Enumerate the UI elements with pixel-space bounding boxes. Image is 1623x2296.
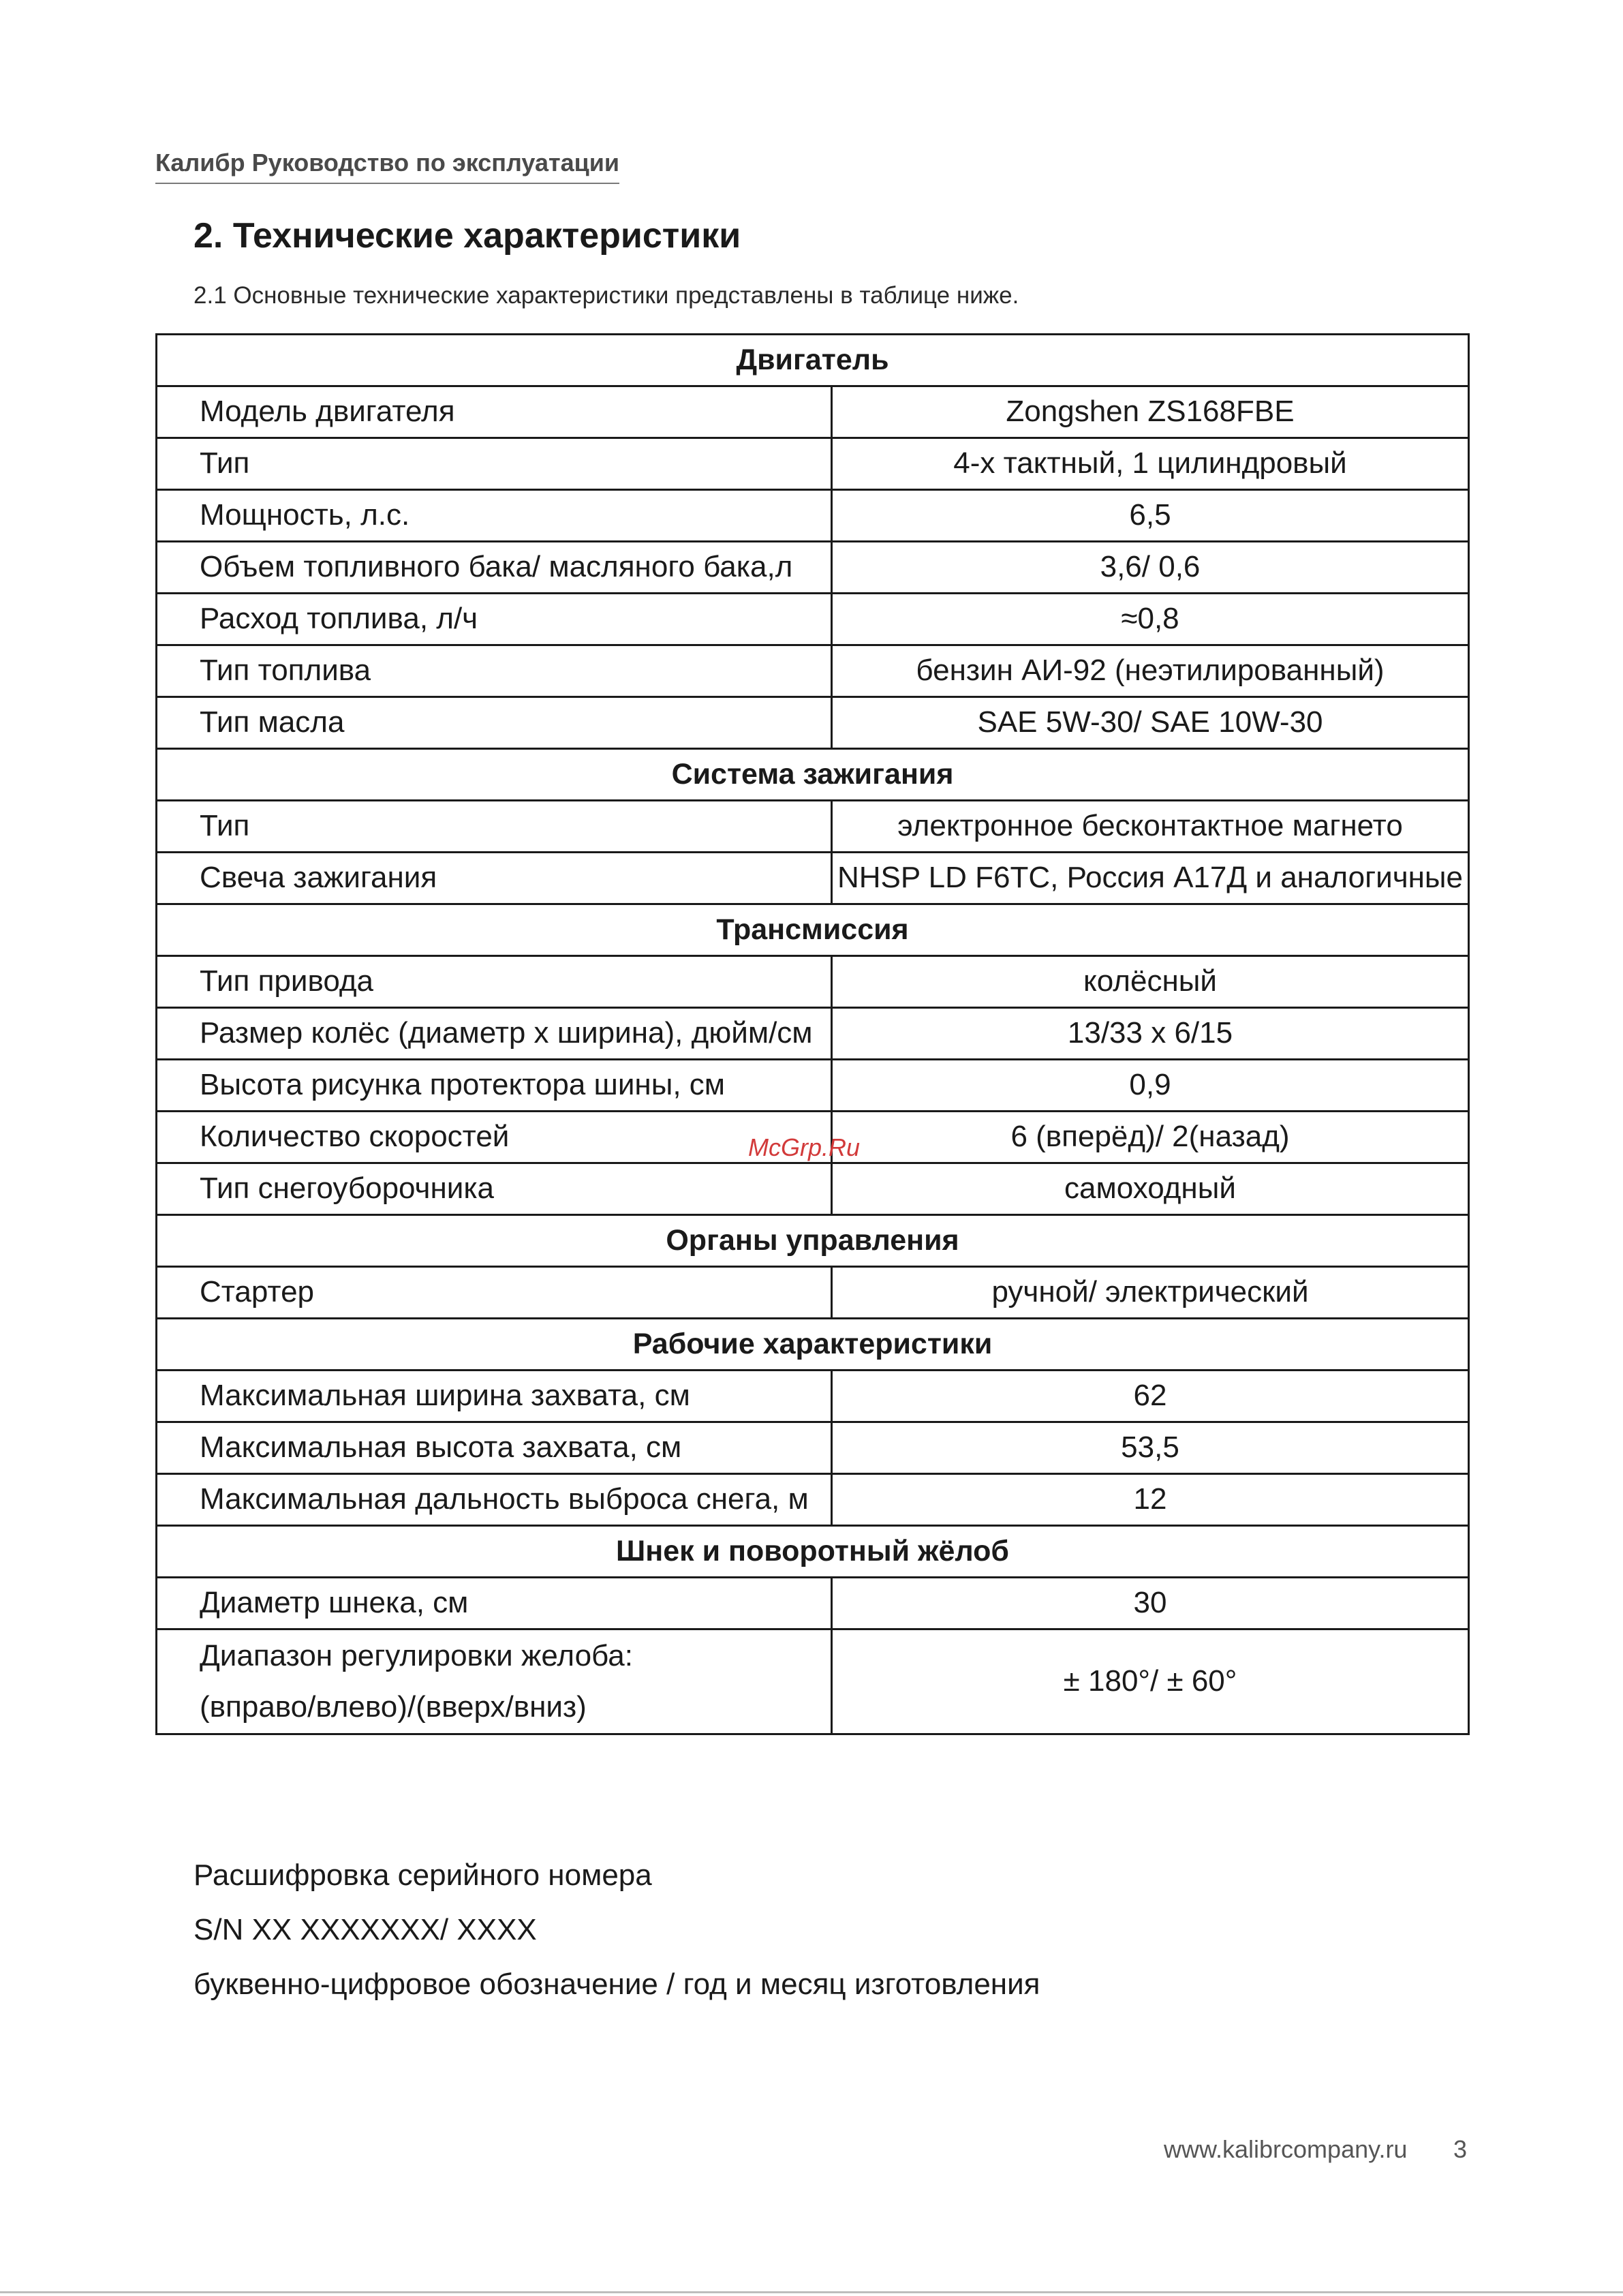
spec-label: Максимальная высота захвата, см [157,1422,832,1474]
table-row [157,645,1469,697]
spec-value: ≈0,8 [832,594,1469,645]
spec-value: Zongshen ZS168FBE [832,386,1469,438]
table-row [157,542,1469,594]
spec-label: Тип [157,438,832,490]
specs-table [155,333,1470,1735]
spec-value: колёсный [832,956,1469,1008]
spec-label: Максимальная дальность выброса снега, м [157,1474,832,1526]
spec-value: NHSP LD F6TC, Россия А17Д и аналогичные [832,853,1469,904]
section-intro: 2.1 Основные технические характеристики представлены в таблице ниже. [194,282,1019,309]
table-row [157,1474,1469,1526]
spec-label: Стартер [157,1267,832,1319]
table-row [157,1163,1469,1215]
table-section-row [157,335,1469,386]
spec-value: 4-х тактный, 1 цилиндровый [832,438,1469,490]
spec-label: Тип снегоуборочника [157,1163,832,1215]
section-heading: Рабочие характеристики [157,1319,1469,1371]
spec-value: 13/33 х 6/15 [832,1008,1469,1060]
table-row [157,490,1469,542]
spec-label-line: (вправо/влево)/(вверх/вниз) [200,1689,587,1724]
spec-label: Модель двигателя [157,386,832,438]
table-row [157,956,1469,1008]
table-row [157,1422,1469,1474]
table-row [157,1060,1469,1112]
table-section-row [157,904,1469,956]
spec-value: SAE 5W-30/ SAE 10W-30 [832,697,1469,749]
serial-legend: буквенно-цифровое обозначение / год и месяц изготовления [194,1968,1040,2001]
table-row [157,853,1469,904]
spec-value: ручной/ электрический [832,1267,1469,1319]
spec-label: Тип топлива [157,645,832,697]
table-section-row [157,1526,1469,1578]
table-row [157,801,1469,853]
spec-value: 6,5 [832,490,1469,542]
table-row [157,697,1469,749]
spec-value: 53,5 [832,1422,1469,1474]
spec-label: Тип [157,801,832,853]
section-heading: Трансмиссия [157,904,1469,956]
spec-label: Высота рисунка протектора шины, см [157,1060,832,1112]
spec-value: ± 180°/ ± 60° [832,1629,1469,1734]
spec-label [157,1629,832,1734]
section-heading: Шнек и поворотный жёлоб [157,1526,1469,1578]
section-heading: Система зажигания [157,749,1469,801]
table-row [157,1371,1469,1422]
spec-value: самоходный [832,1163,1469,1215]
spec-label: Тип масла [157,697,832,749]
spec-label: Мощность, л.с. [157,490,832,542]
serial-format: S/N XX XXXXXXX/ XXXX [194,1913,537,1946]
section-title: 2. Технические характеристики [194,216,741,256]
spec-value: 30 [832,1578,1469,1629]
spec-label: Количество скоростей [157,1112,832,1163]
table-section-row [157,749,1469,801]
spec-value: бензин АИ-92 (неэтилированный) [832,645,1469,697]
table-row [157,438,1469,490]
page-number: 3 [1453,2135,1468,2163]
spec-value: 12 [832,1474,1469,1526]
table-row [157,594,1469,645]
spec-label: Тип привода [157,956,832,1008]
table-row [157,1629,1469,1734]
spec-label: Диаметр шнека, см [157,1578,832,1629]
spec-label: Расход топлива, л/ч [157,594,832,645]
spec-label: Свеча зажигания [157,853,832,904]
table-row [157,1578,1469,1629]
document-header: Калибр Руководство по эксплуатации [155,149,619,184]
spec-value: электронное бесконтактное магнето [832,801,1469,853]
bottom-rule [0,2291,1623,2293]
spec-value: 6 (вперёд)/ 2(назад) [832,1112,1469,1163]
table-section-row [157,1215,1469,1267]
section-heading: Органы управления [157,1215,1469,1267]
table-row [157,1008,1469,1060]
table-section-row [157,1319,1469,1371]
spec-label: Максимальная ширина захвата, см [157,1371,832,1422]
spec-value: 0,9 [832,1060,1469,1112]
spec-value: 3,6/ 0,6 [832,542,1469,594]
table-row [157,1267,1469,1319]
section-heading: Двигатель [157,335,1469,386]
footer-website: www.kalibrcompany.ru [1164,2135,1408,2163]
spec-label: Объем топливного бака/ масляного бака,л [157,542,832,594]
watermark: McGrp.Ru [748,1133,861,1161]
serial-title: Расшифровка серийного номера [194,1858,652,1892]
spec-label: Размер колёс (диаметр х ширина), дюйм/см [157,1008,832,1060]
spec-value: 62 [832,1371,1469,1422]
spec-label-line: Диапазон регулировки желоба: [200,1638,633,1672]
table-row [157,386,1469,438]
